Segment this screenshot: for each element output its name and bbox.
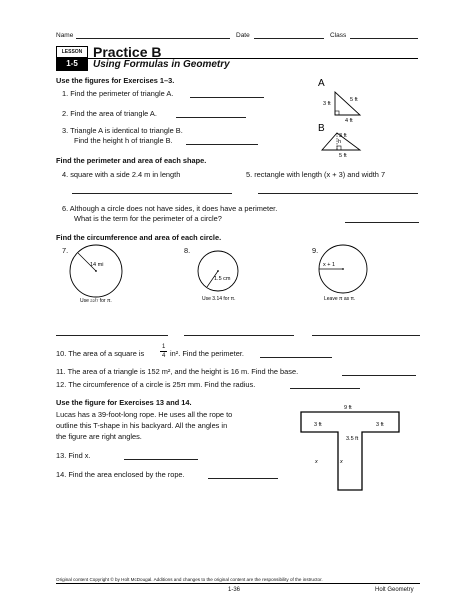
answer-9[interactable] — [312, 335, 420, 336]
class-field[interactable] — [350, 38, 418, 39]
answer-12[interactable] — [290, 388, 360, 389]
answer-3[interactable] — [186, 144, 258, 145]
triangle-b-bottom: 5 ft — [339, 153, 347, 159]
right-angle-b — [337, 146, 341, 150]
circle-9-center — [342, 268, 344, 270]
circle-9-number: 9. — [312, 246, 319, 255]
question-10-frac-num: 1 — [162, 344, 166, 350]
question-10: 10. The area of a square is — [56, 349, 145, 358]
question-6: 6. Although a circle does not have sides, it does have a perimeter. — [62, 204, 278, 213]
page-number: 1-36 — [228, 587, 241, 593]
question-1: 1. Find the perimeter of triangle A. — [62, 89, 174, 98]
answer-2[interactable] — [176, 117, 246, 118]
circle-7-number: 7. — [62, 246, 69, 255]
date-field[interactable] — [254, 38, 324, 39]
t-x-left: x — [315, 459, 318, 465]
title-rule — [88, 58, 418, 59]
lesson-label: LESSON — [61, 49, 83, 55]
answer-10[interactable] — [260, 357, 332, 358]
page-subtitle: Using Formulas in Geometry — [93, 59, 230, 70]
question-5: 5. rectangle with length (x + 3) and width 7 — [246, 170, 386, 179]
question-4: 4. square with a side 2.4 m in length — [62, 170, 181, 179]
section2-heading: Find the perimeter and area of each shape. — [56, 156, 207, 165]
date-label: Date — [236, 32, 250, 39]
page-title: Practice B — [93, 44, 162, 60]
triangle-b-label: B — [318, 123, 325, 134]
right-angle-a — [335, 111, 339, 115]
section1-heading: Use the figures for Exercises 1–3. — [56, 76, 175, 85]
section3-heading: Find the circumference and area of each circle. — [56, 233, 222, 242]
problem-text-3: the figure are right angles. — [56, 432, 142, 441]
problem-text-1: Lucas has a 39-foot-long rope. He uses all the rope to — [56, 410, 233, 419]
circle-8-radius-label: 1.5 cm — [214, 276, 231, 282]
question-6-part: What is the term for the perimeter of a circle? — [74, 214, 222, 223]
question-10-part: in². Find the perimeter. — [170, 349, 244, 358]
question-12: 12. The circumference of a circle is 25π mm. Find the radius. — [56, 380, 256, 389]
question-3: 3. Triangle A is identical to triangle B. — [62, 126, 183, 135]
t-left-label: 3 ft — [314, 422, 322, 428]
t-stem-label: 3.5 ft — [346, 436, 359, 442]
t-x-right: x — [340, 459, 343, 465]
answer-4[interactable] — [72, 193, 232, 194]
circle-7-radius-label: 14 mi — [90, 262, 104, 268]
answer-5[interactable] — [258, 193, 418, 194]
answer-6[interactable] — [345, 222, 419, 223]
answer-13[interactable] — [124, 459, 198, 460]
circle-9-radius-label: x + 1 — [323, 262, 336, 268]
circle-8-note: Use 3.14 for π. — [202, 296, 236, 302]
lesson-badge — [56, 46, 88, 71]
section5-heading: Use the figure for Exercises 13 and 14. — [56, 398, 192, 407]
circle-7-center — [95, 270, 97, 272]
circle-8-number: 8. — [184, 246, 191, 255]
triangle-figures — [300, 74, 390, 164]
t-right-label: 3 ft — [376, 422, 384, 428]
triangle-b-side: 3 ft — [339, 133, 347, 139]
answer-8[interactable] — [184, 335, 294, 336]
triangle-a-hyp: 5 ft — [350, 97, 358, 103]
t-top-label: 9 ft — [344, 405, 352, 411]
triangle-a-left: 3 ft — [323, 101, 331, 107]
footer-rule — [56, 583, 420, 584]
name-label: Name — [56, 32, 74, 39]
question-2: 2. Find the area of triangle A. — [62, 109, 157, 118]
answer-14[interactable] — [208, 478, 278, 479]
lesson-number: 1-5 — [57, 57, 87, 70]
triangle-a-bottom: 4 ft — [345, 118, 353, 124]
question-3-part: Find the height h of triangle B. — [74, 136, 173, 145]
t-shape-figure — [296, 398, 426, 494]
book-title: Holt Geometry — [375, 587, 414, 593]
answer-1[interactable] — [190, 97, 264, 98]
triangle-b-h: h — [338, 139, 342, 145]
answer-11[interactable] — [342, 375, 416, 376]
question-11: 11. The area of a triangle is 152 m², and the height is 16 m. Find the base. — [56, 367, 299, 376]
circle-figures — [56, 244, 426, 310]
problem-text-2: outline this T-shape in his backyard. All the angles in — [56, 421, 228, 430]
triangle-a-label: A — [318, 78, 325, 89]
question-14: 14. Find the area enclosed by the rope. — [56, 470, 185, 479]
circle-7-note: Use 22/7 for π. — [80, 298, 112, 304]
class-label: Class — [330, 32, 347, 39]
question-13: 13. Find x. — [56, 451, 91, 460]
answer-7[interactable] — [56, 335, 168, 336]
name-field[interactable] — [76, 38, 230, 39]
question-10-frac-den: 4 — [162, 353, 166, 359]
circle-8-center — [217, 270, 219, 272]
copyright-notice: Original content Copyright © by Holt McDougal. Additions and changes to the original content are the responsibility of the instructor. — [56, 577, 323, 582]
circle-9-note: Leave π as π. — [324, 296, 356, 302]
